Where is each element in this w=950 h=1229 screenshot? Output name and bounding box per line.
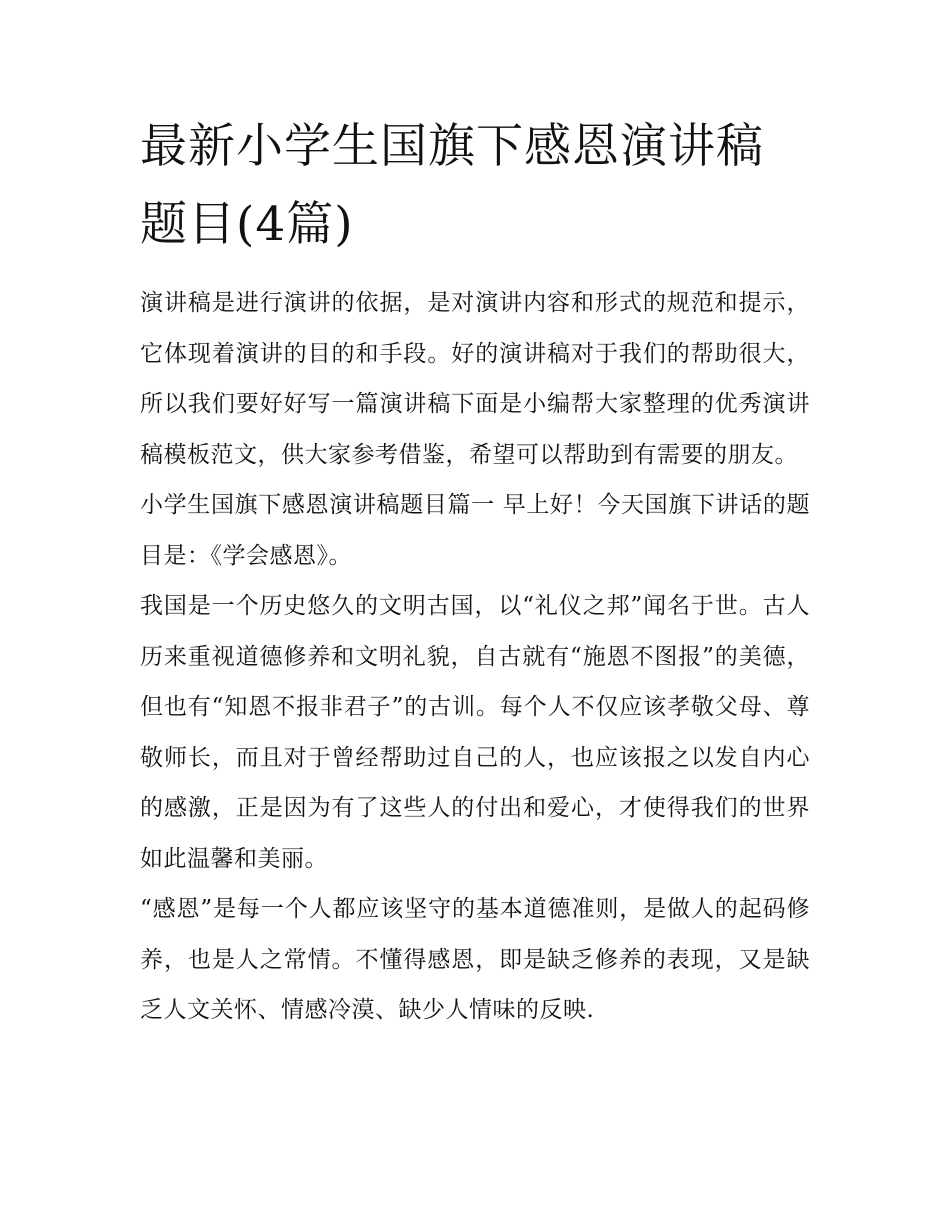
document-title: 最新小学生国旗下感恩演讲稿题目(4篇) — [140, 119, 764, 252]
paragraph-speech-opening: 小学生国旗下感恩演讲稿题目篇一 早上好！今天国旗下讲话的题目是：《学会感恩》。 — [140, 492, 810, 569]
document-page — [140, 108, 820, 1036]
paragraph-gratitude: “感恩”是每一个人都应该坚守的基本道德准则，是做人的起码修养，也是人之常情。不懂得感恩，即是缺乏修养的表现，又是缺乏人文关怀、情感冷漠、缺少人情味的反映. — [140, 896, 810, 1023]
paragraph-intro: 演讲稿是进行演讲的依据，是对演讲内容和形式的规范和提示，它体现着演讲的目的和手段。好的演讲稿对于我们的帮助很大，所以我们要好好写一篇演讲稿下面是小编帮大家整理的优秀演讲稿模板范文，供大家参考借鉴，希望可以帮助到有需要的朋友。 — [140, 290, 810, 468]
paragraph-civilization: 我国是一个历史悠久的文明古国，以“礼仪之邦”闻名于世。古人历来重视道德修养和文明礼貌，自古就有“施恩不图报”的美德，但也有“知恩不报非君子”的古训。每个人不仅应该孝敬父母、尊敬师长，而且对于曾经帮助过自己的人，也应该报之以发自内心的感激，正是因为有了这些人的付出和爱心，才使得我们的世界如此温馨和美丽。 — [140, 593, 810, 872]
